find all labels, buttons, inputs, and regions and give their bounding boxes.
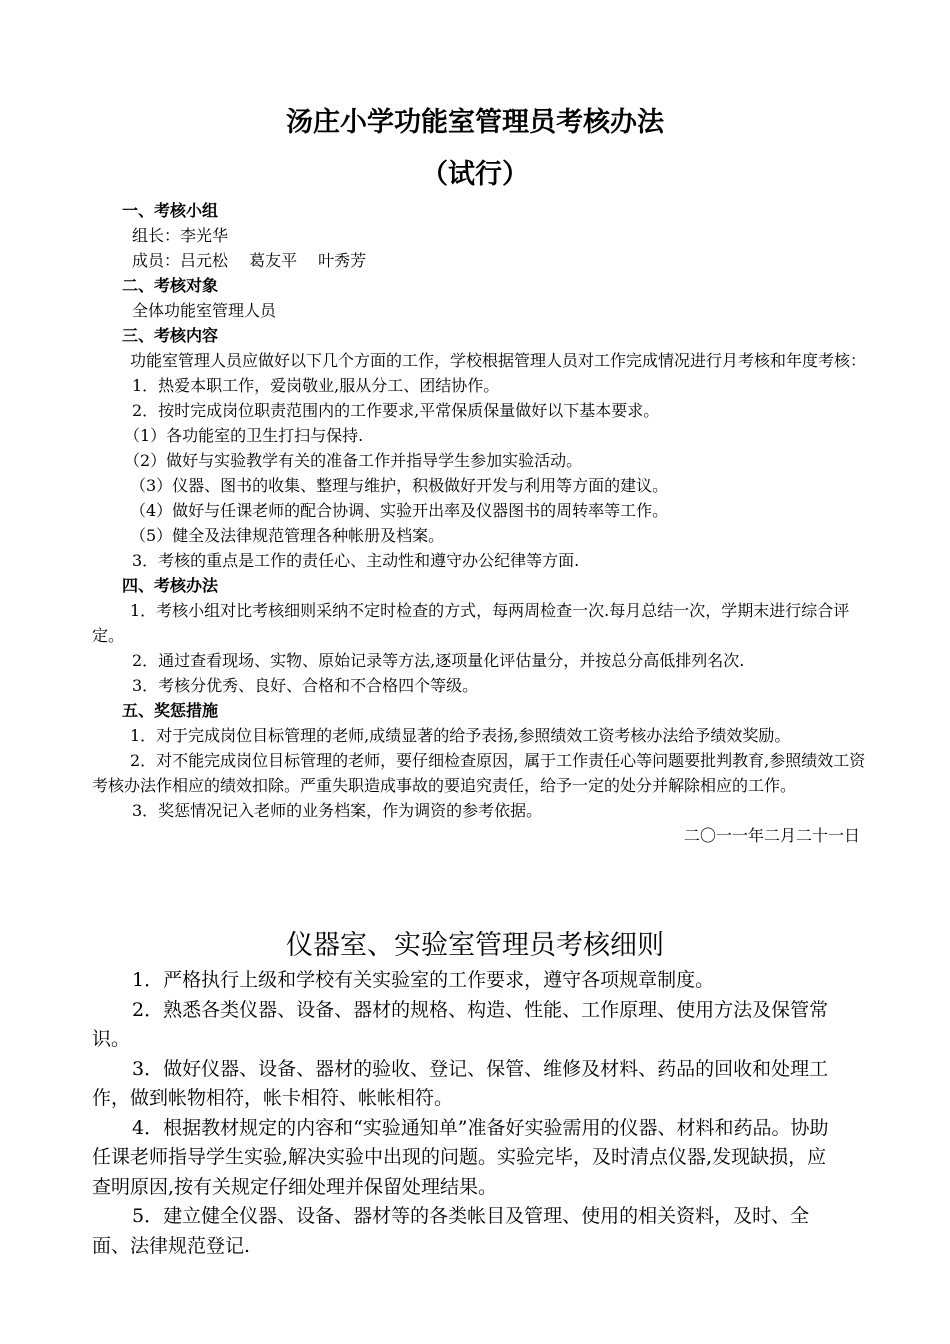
document-date: 二〇一一年二月二十一日 <box>683 826 860 845</box>
content-sub-1: （1）各功能室的卫生打扫与保持. <box>124 426 364 445</box>
content-item-2: 2．按时完成岗位职责范围内的工作要求,平常保质保量做好以下基本要求。 <box>132 401 660 420</box>
rewards-item-1: 1．对于完成岗位目标管理的老师,成绩显著的给予表扬,参照绩效工资考核办法给予绩效奖励。 <box>130 726 791 745</box>
content-sub-3: （3）仪器、图书的收集、整理与维护，积极做好开发与利用等方面的建议。 <box>130 476 669 495</box>
content-sub-4: （4）做好与任课老师的配合协调、实验开出率及仪器图书的周转率等工作。 <box>130 501 669 520</box>
document-subtitle: （试行） <box>421 159 529 190</box>
method-item-3: 3．考核分优秀、良好、合格和不合格四个等级。 <box>132 676 479 695</box>
rewards-item-2: 2．对不能完成岗位目标管理的老师，要仔细检查原因，属于工作责任心等问题要批判教育,参照绩效工资考核办法作相应的绩效扣除。严重失职造成事故的要追究责任，给予一定的处分并解除相应的工作。 <box>92 751 866 795</box>
rules-item-4: 4．根据教材规定的内容和“实验通知单”准备好实验需用的仪器、材料和药品。协助任课老师指导学生实验,解决实验中出现的问题。实验完毕，及时清点仪器,发现缺损，应查明原因,按有关规定仔细处理并保留处理结果。 <box>92 1116 829 1198</box>
team-members: 成员：吕元松 葛友平 叶秀芳 <box>132 251 367 270</box>
rules-body <box>92 966 844 1261</box>
target-text: 全体功能室管理人员 <box>132 301 277 320</box>
section-heading-team: 一、考核小组 <box>122 201 219 220</box>
section-heading-rewards: 五、奖惩措施 <box>122 701 219 720</box>
method-item-1: 1．考核小组对比考核细则采纳不定时检查的方式，每两周检查一次.每月总结一次，学期末进行综合评定。 <box>92 601 850 645</box>
section-heading-target: 二、考核对象 <box>122 276 219 295</box>
content-sub-2: （2）做好与实验教学有关的准备工作并指导学生参加实验活动。 <box>124 451 583 470</box>
section-heading-content: 三、考核内容 <box>122 326 219 345</box>
rules-title: 仪器室、实验室管理员考核细则 <box>286 930 664 961</box>
content-sub-5: （5）健全及法律规范管理各种帐册及档案。 <box>130 526 445 545</box>
content-intro: 功能室管理人员应做好以下几个方面的工作，学校根据管理人员对工作完成情况进行月考核和年度考核： <box>130 351 867 370</box>
rewards-item-3: 3．奖惩情况记入老师的业务档案，作为调资的参考依据。 <box>132 801 543 820</box>
rules-item-3: 3．做好仪器、设备、器材的验收、登记、保管、维修及材料、药品的回收和处理工作，做到帐物相符，帐卡相符、帐帐相符。 <box>92 1057 829 1109</box>
content-item-3: 3．考核的重点是工作的责任心、主动性和遵守办公纪律等方面. <box>132 551 580 570</box>
rules-item-1: 1．严格执行上级和学校有关实验室的工作要求，遵守各项规章制度。 <box>132 969 715 991</box>
document-title: 汤庄小学功能室管理员考核办法 <box>286 107 664 138</box>
rules-item-5: 5．建立健全仪器、设备、器材等的各类帐目及管理、使用的相关资料，及时、全面、法律规范登记. <box>92 1205 810 1257</box>
content-item-1: 1．热爱本职工作，爱岗敬业,服从分工、团结协作。 <box>132 376 500 395</box>
team-leader: 组长：李光华 <box>132 226 229 245</box>
rules-item-2: 2．熟悉各类仪器、设备、器材的规格、构造、性能、工作原理、使用方法及保管常识。 <box>92 998 829 1050</box>
section-heading-method: 四、考核办法 <box>122 576 219 595</box>
method-item-2: 2．通过查看现场、实物、原始记录等方法,逐项量化评估量分，并按总分高低排列名次. <box>132 651 745 670</box>
assessment-body <box>92 198 872 848</box>
